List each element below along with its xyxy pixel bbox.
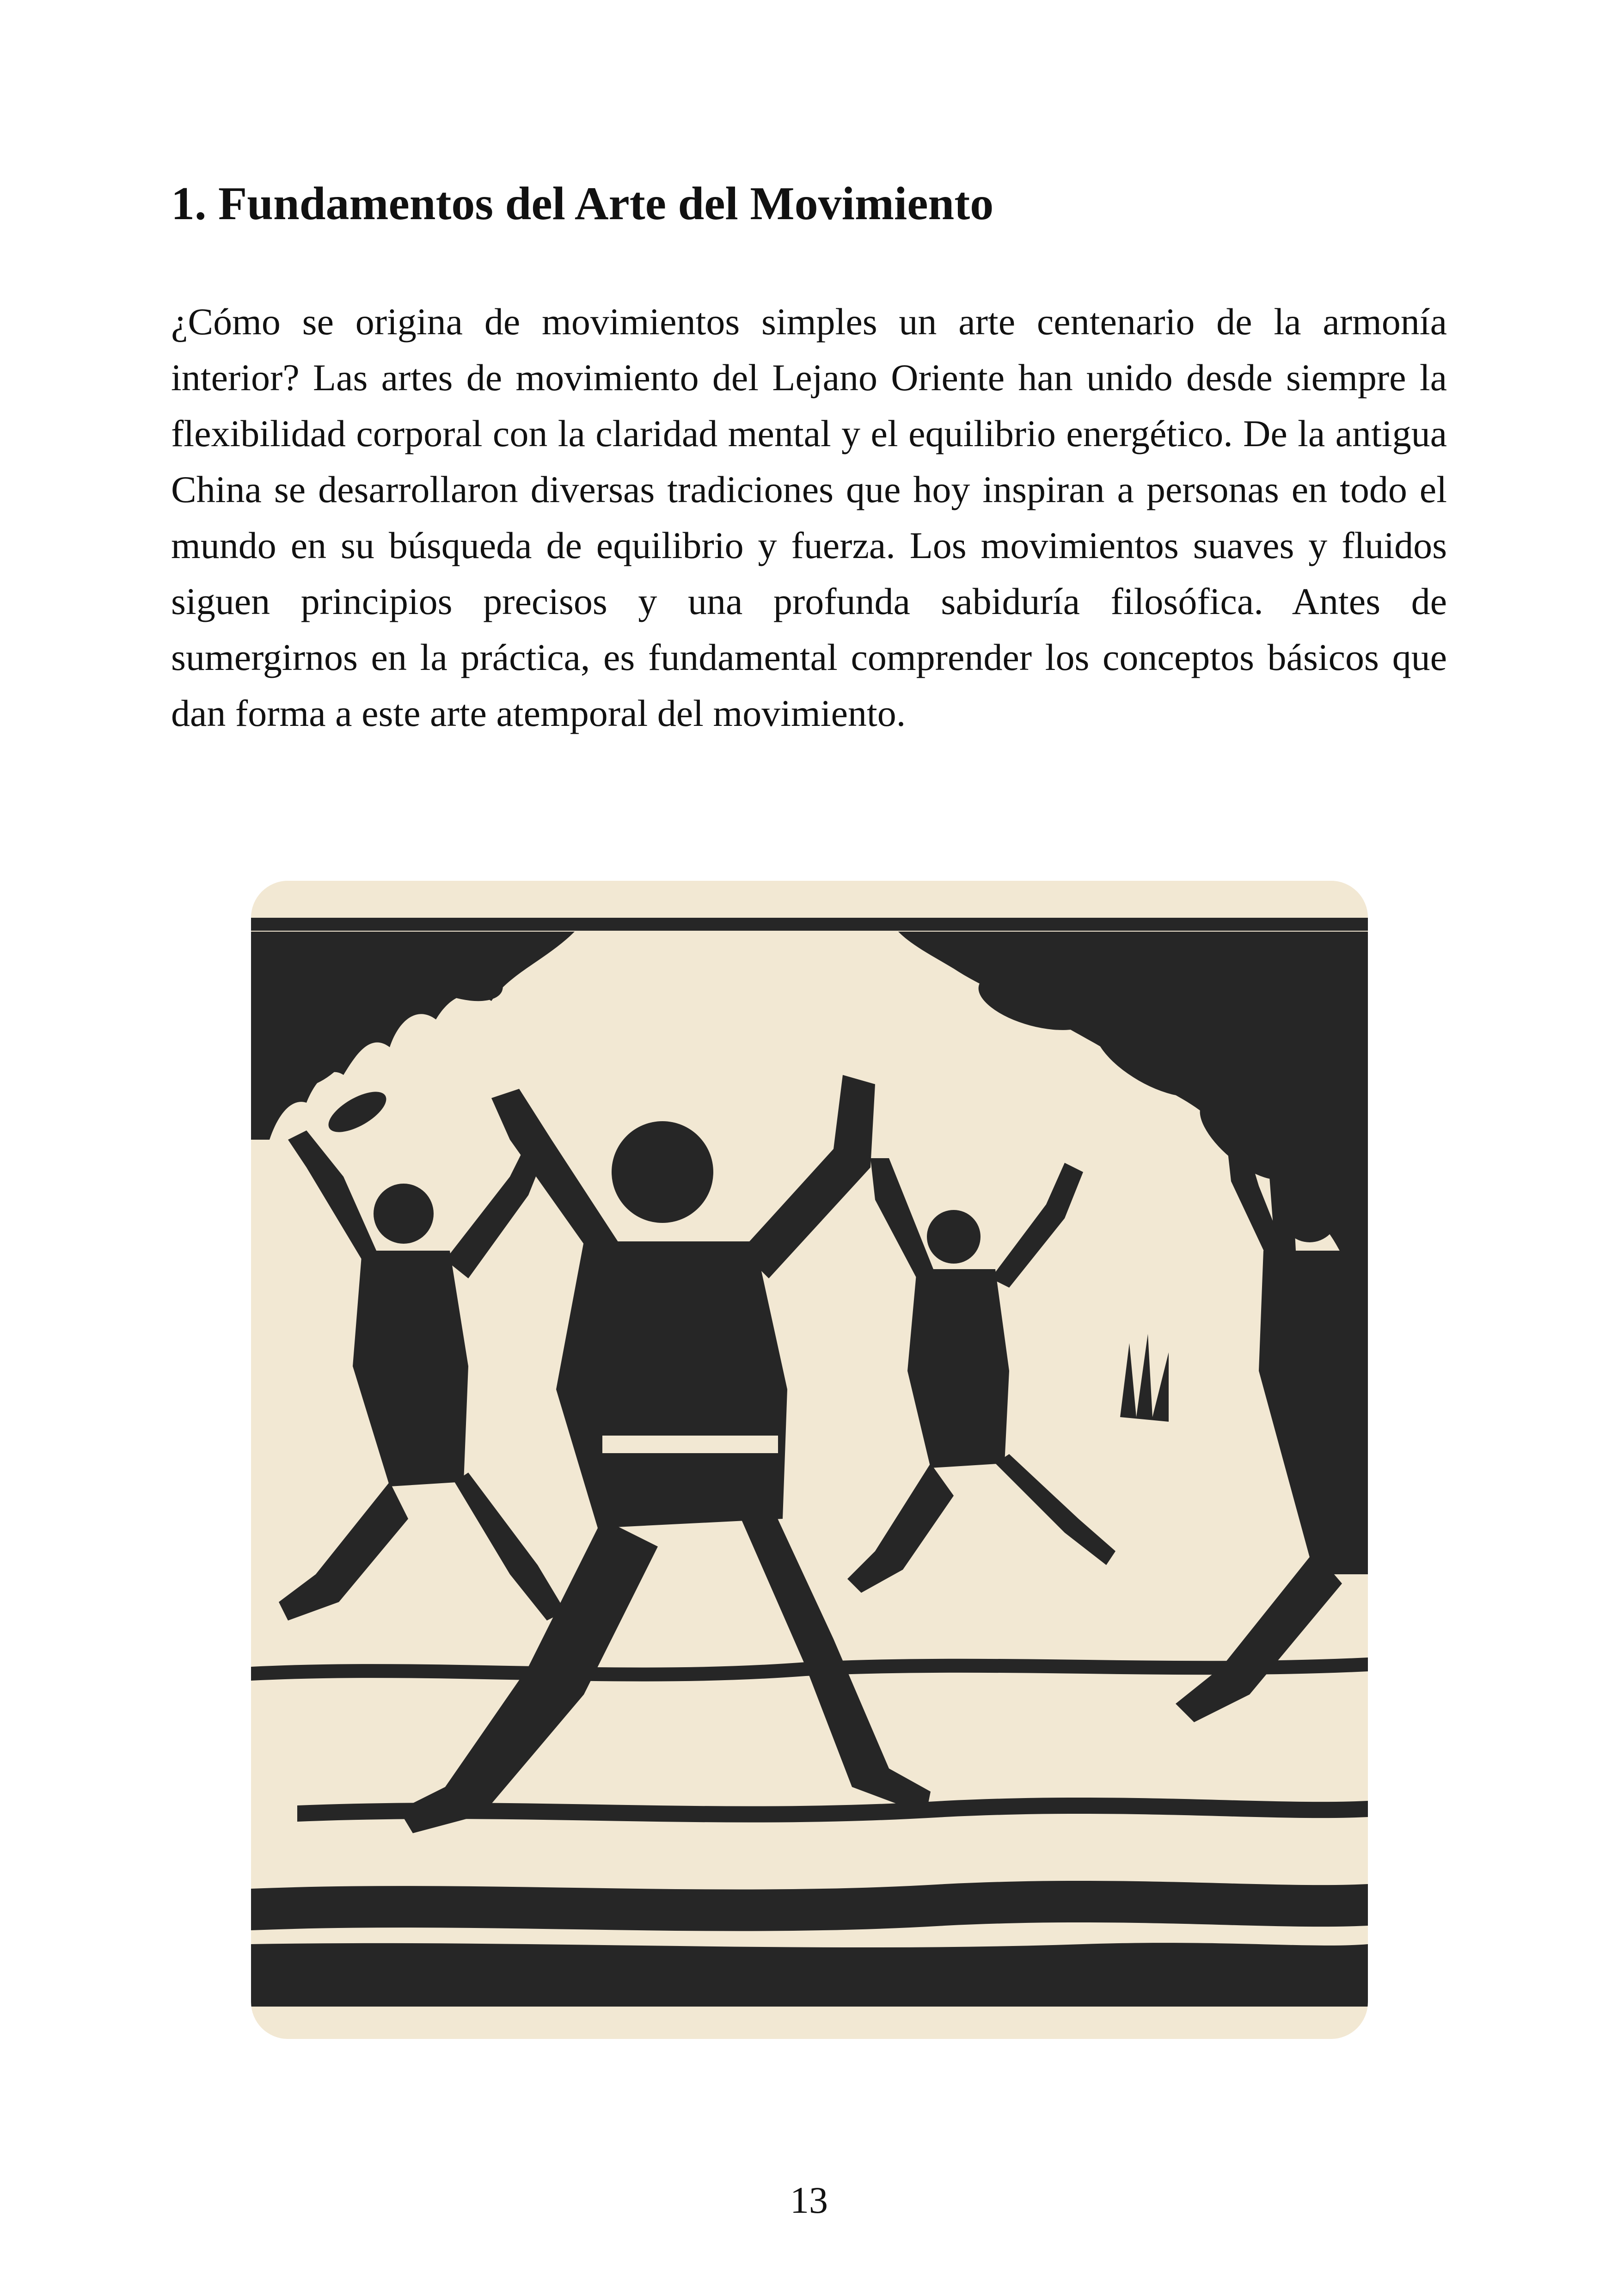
page-title: 1. Fundamentos del Arte del Movimiento: [171, 178, 994, 230]
page-number: 13: [790, 2179, 828, 2221]
top-border: [251, 918, 1368, 931]
woodcut-illustration: [251, 881, 1368, 2039]
bottom-border: [251, 1993, 1368, 2007]
illustration-artwork: [251, 881, 1368, 2039]
body-paragraph: ¿Cómo se origina de movimientos simples un arte centenario de la armonía interior? Las artes de movimiento del Lejano Oriente han unido desde siempre la flexibilidad corporal con la claridad mental y el equilibrio energético. De la antigua China se desarrollaron diversas tradiciones que hoy inspiran a personas en todo el mundo en su búsqueda de equilibrio y fuerza. Los movimientos suaves y fluidos siguen principios precisos y una profunda sabiduría filosófica. Antes de sumergirnos en la práctica, es fundamental comprender los conceptos básicos que dan forma a este arte atemporal del movimiento.: [171, 301, 1447, 734]
